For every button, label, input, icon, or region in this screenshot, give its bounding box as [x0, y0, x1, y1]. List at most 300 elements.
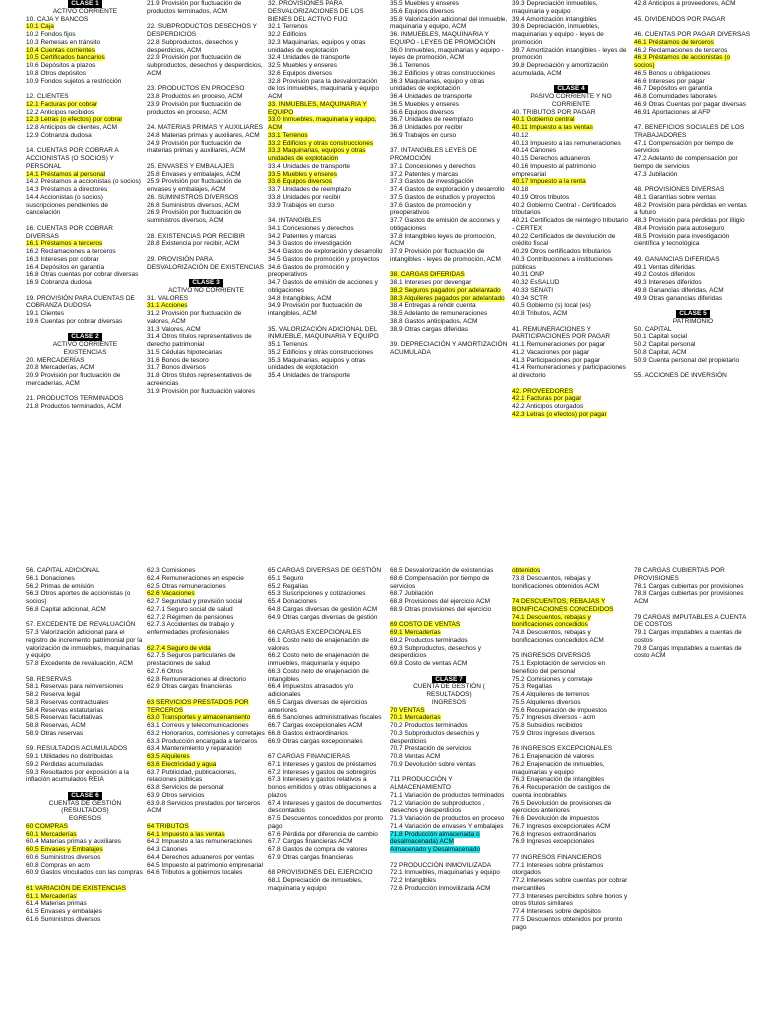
- account-line: [268, 753, 386, 761]
- account-text: 40.22 Certificados de devolución de crédito fiscal: [512, 232, 616, 248]
- account-text: 71.2 Variación de subproductos , desechos y desperdicios: [390, 799, 485, 815]
- account-line: [390, 326, 508, 334]
- account-text: 63.2 Honorarios, comisiones y corretajes: [147, 729, 265, 737]
- account-text: 21.8 Productos terminados, ACM: [26, 403, 122, 410]
- account-line: [390, 823, 508, 831]
- cyan-highlighted-account-line: [390, 846, 508, 854]
- account-text: 38. CARGAS DIFERIDAS: [390, 271, 465, 279]
- account-text: 75.1 Explotación de servicios en beneficio del personal: [512, 660, 606, 675]
- account-text: 38.1 Intereses por devengar: [390, 279, 472, 286]
- account-line: [26, 722, 144, 730]
- account-line: [390, 606, 508, 614]
- account-text: 74 DESCUENTOS, REBAJAS Y BONIFICACIONES CONCEDIDOS: [512, 598, 614, 613]
- account-line: [268, 761, 386, 769]
- account-line: [147, 233, 265, 241]
- account-text: 38.2 Seguros pagados por adelantado: [390, 286, 501, 294]
- account-line: [390, 722, 508, 730]
- account-line: [634, 70, 752, 78]
- account-line: [26, 745, 144, 753]
- account-text: 35. VALORIZACIÓN ADICIONAL DEL INMUEBLE, MAQUINARIA Y EQUIPO: [268, 325, 379, 341]
- account-line: [512, 831, 630, 839]
- account-text: 66.7 Cargas excepcionales ACM: [268, 722, 363, 729]
- account-text: 41.3 Participaciones por pagar: [512, 356, 601, 364]
- account-text: 61.4 Materias primas: [26, 900, 87, 908]
- account-line: [268, 264, 386, 280]
- account-line: [512, 745, 630, 753]
- account-text: 36.1 Terrenos: [390, 62, 430, 69]
- account-text: 79.8 Cargas imputables a cuentas de costo ACM: [634, 644, 742, 660]
- account-line: [634, 93, 752, 101]
- account-line: [390, 0, 508, 8]
- account-line: [512, 854, 630, 862]
- account-text: 60.9 Gastos vinculados con las compras: [26, 869, 143, 877]
- account-text: 64.9 Otras cargas diversas de gestión: [268, 613, 378, 621]
- account-line: [390, 16, 508, 32]
- block-gap: [634, 178, 752, 186]
- block-gap: [512, 78, 630, 86]
- account-line: [268, 838, 386, 846]
- account-line: [512, 753, 630, 761]
- account-line: [512, 93, 630, 109]
- highlighted-account-line: [26, 116, 144, 124]
- account-text: 34. INTANGIBLES: [268, 217, 322, 224]
- account-line: [634, 47, 752, 55]
- account-line: [512, 0, 630, 16]
- account-text: 46.91 Aportaciones al AFP: [634, 108, 711, 116]
- account-line: [512, 652, 630, 660]
- account-text: 12.1 Facturas por cobrar: [26, 100, 98, 108]
- account-text: EGRESOS: [68, 815, 102, 822]
- account-line: [26, 815, 144, 823]
- account-line: [147, 326, 265, 334]
- account-line: [147, 124, 265, 132]
- account-line: [512, 699, 630, 707]
- block-gap: [26, 140, 144, 148]
- account-text: 37.2 Patentes y marcas: [390, 170, 459, 178]
- account-text: 68.5 Desvalorización de existencias: [390, 567, 494, 574]
- account-text: 38.8 Gastos anticipados, ACM: [390, 317, 478, 325]
- account-line: [390, 815, 508, 823]
- account-text: 40.32 EsSALUD: [512, 279, 560, 286]
- highlighted-account-line: [390, 714, 508, 722]
- account-line: [634, 333, 752, 341]
- account-text: 71.4 Variación de envases Y embalajes: [390, 822, 504, 830]
- block-gap: [512, 738, 630, 746]
- account-text: 40.29 Otros certificados tributarios: [512, 248, 611, 255]
- account-text: 79 CARGAS IMPUTABLES A CUENTA DE COSTOS: [634, 613, 747, 629]
- block-gap: [26, 326, 144, 334]
- account-line: [268, 256, 386, 264]
- account-text: 40.33 SENATI: [512, 286, 554, 294]
- account-text: 38.9 Otras cargas diferidas: [390, 325, 469, 333]
- account-text: 58.5 Reservas facultativas: [26, 714, 103, 722]
- account-text: 48.3 Provisión para pérdidas por litigio: [634, 217, 745, 224]
- account-text: 40.11 Impuesto a las ventas: [512, 124, 593, 131]
- account-line: [634, 318, 752, 326]
- highlighted-account-line: [147, 699, 265, 715]
- account-text: 64.2 Impuesto a las remuneraciones: [147, 838, 253, 846]
- block-gap: [26, 85, 144, 93]
- account-line: [26, 676, 144, 684]
- account-line: [390, 194, 508, 202]
- account-line: [26, 730, 144, 738]
- account-text: 62.7.5 Seguros particulares de prestaciones de salud: [147, 652, 236, 667]
- block-gap: [147, 16, 265, 24]
- account-text: 35.2 Edificios y otras construcciones: [268, 348, 374, 356]
- account-text: 70.8 Ventas ACM: [390, 753, 441, 760]
- account-line: [512, 47, 630, 63]
- account-line: [390, 637, 508, 645]
- account-text: 67.7 Cargas financieras ACM: [268, 838, 353, 846]
- account-text: 34.8 Intangibles, ACM: [268, 294, 332, 302]
- account-line: [512, 730, 630, 738]
- account-line: [512, 194, 630, 202]
- account-text: 19.1 Clientes: [26, 310, 64, 317]
- class-heading-label: CLASE 6: [68, 792, 101, 800]
- block-gap: [147, 815, 265, 823]
- account-line: [26, 264, 144, 272]
- account-text: 36.8 Unidades por recibir: [390, 124, 463, 131]
- account-line: [512, 908, 630, 916]
- account-text: 78.1 Cargas cubiertas por provisiones: [634, 582, 744, 590]
- account-line: [26, 39, 144, 47]
- account-text: 42.1 Facturas por pagar: [512, 395, 582, 403]
- account-text: 23.9 Provisión por fluctuación de productos en proceso, ACM: [147, 100, 242, 116]
- account-text: 37.7 Gastos de emisión de acciones y obligaciones: [390, 217, 500, 232]
- account-line: [512, 722, 630, 730]
- account-line: [512, 248, 630, 256]
- account-text: 60.1 Mercaderías: [26, 830, 77, 838]
- account-line: [390, 186, 508, 194]
- account-line: [268, 614, 386, 622]
- account-text: 76.8 Ingresos extraordinarios: [512, 830, 597, 838]
- account-text: 68.1 Depreciación de inmuebles, maquinaria y equipo: [268, 877, 363, 892]
- account-text: 66.9 Otras cargas excepcionales: [268, 737, 363, 745]
- text-column: [147, 565, 265, 877]
- account-text: 40.19 Otros tributos: [512, 193, 570, 201]
- account-text: 36.3 Maquinarias, equipo y otras unidades de explotación: [390, 77, 485, 93]
- account-text: 35.3 Maquinarias, equipos y otras unidades de explotación: [268, 356, 366, 372]
- account-line: [26, 395, 144, 403]
- block-gap: [26, 877, 144, 885]
- account-line: [26, 109, 144, 117]
- account-text: 75.9 Otros ingresos diversos: [512, 729, 595, 737]
- account-line: [268, 341, 386, 349]
- account-text: 36.9 Trabajos en curso: [390, 131, 457, 139]
- highlighted-account-line: [512, 178, 630, 186]
- account-line: [390, 699, 508, 707]
- block-gap: [147, 225, 265, 233]
- account-text: 41. REMUNERACIONES Y PARTICIPACIONES POR PAGAR: [512, 325, 611, 341]
- account-text: 50.1 Capital social: [634, 333, 688, 341]
- highlighted-account-line: [512, 116, 630, 124]
- account-text: 32.8 Provisión para la desvalorización de los inmuebles, maquinaria y equipo ACM: [268, 77, 379, 100]
- account-text: 71.8 Producción almacenada o desalmacenada) ACM: [390, 830, 480, 846]
- account-line: [512, 132, 630, 140]
- account-text: 33. INMUEBLES, MAQUINARIA Y EQUIPO: [268, 100, 367, 116]
- account-text: 48.5 Provisión para investigación científica y tecnológica: [634, 232, 730, 248]
- account-text: 65.1 Seguro: [268, 574, 304, 582]
- account-text: 46.1 Préstamos de terceros: [634, 38, 714, 46]
- account-line: [390, 730, 508, 746]
- class-heading: [26, 0, 144, 8]
- account-line: [26, 62, 144, 70]
- account-line: [390, 109, 508, 117]
- account-line: [634, 217, 752, 225]
- account-line: [26, 590, 144, 606]
- account-text: INGRESOS: [431, 698, 467, 706]
- block-gap: [26, 668, 144, 676]
- highlighted-account-line: [268, 116, 386, 132]
- account-line: [147, 178, 265, 194]
- highlighted-account-line: [512, 124, 630, 132]
- account-line: [512, 838, 630, 846]
- account-line: [390, 116, 508, 124]
- account-line: [268, 248, 386, 256]
- account-text: 46.3 Préstamos de accionistas (o socios): [634, 54, 731, 69]
- account-text: 75.6 Recuperación de impuestos: [512, 706, 608, 714]
- account-line: [390, 233, 508, 249]
- account-text: 76.4 Recuperación de castigos de cuenta incobrables: [512, 784, 611, 799]
- account-text: 31.7 Bonos diversos: [147, 364, 206, 372]
- account-line: [147, 598, 265, 606]
- account-line: [512, 349, 630, 357]
- account-line: [268, 575, 386, 583]
- block-gap: [512, 380, 630, 388]
- account-line: [147, 23, 265, 39]
- highlighted-account-line: [26, 54, 144, 62]
- account-line: [512, 691, 630, 699]
- account-text: 76.1 Enajenación de valores: [512, 753, 595, 760]
- account-text: 19. PROVISIÓN PARA CUENTAS DE COBRANZA DUDOSA: [26, 294, 135, 310]
- account-line: [512, 776, 630, 784]
- account-text: 69.3 Subproductos, desechos y desperdicios: [390, 644, 482, 660]
- account-text: 47.3 Jubilación: [634, 170, 678, 178]
- account-line: [390, 124, 508, 132]
- account-line: [634, 349, 752, 357]
- text-column: [268, 565, 386, 893]
- account-line: [26, 295, 144, 311]
- account-line: [512, 295, 630, 303]
- class-heading-label: CLASE 1: [68, 0, 101, 8]
- account-line: [390, 753, 508, 761]
- account-line: [26, 900, 144, 908]
- account-line: [634, 0, 752, 8]
- account-line: [390, 745, 508, 753]
- account-text: 12.9 Cobranza dudosa: [26, 131, 92, 139]
- account-text: 36. INMUEBLES, MAQUINARIA Y EQUIPO - LEYES DE PROMOCIÓN: [390, 31, 496, 46]
- account-text: 20.9 Provisión por fluctuación de mercaderías, ACM: [26, 372, 121, 387]
- account-line: [147, 209, 265, 225]
- account-line: [512, 16, 630, 24]
- account-text: 63.7 Publicidad, publicaciones, relaciones públicas: [147, 768, 237, 784]
- account-line: [390, 800, 508, 816]
- highlighted-account-line: [390, 629, 508, 637]
- highlighted-account-line: [26, 823, 144, 831]
- account-line: [634, 341, 752, 349]
- account-line: [512, 233, 630, 249]
- account-text: 32. PROVISIONES PARA DESVALORIZACIONES DE LOS BIENES DEL ACTIVO FIJO: [268, 0, 364, 23]
- account-text: 49. GANANCIAS DIFERIDAS: [634, 255, 720, 263]
- account-text: 40.8 Tributos, ACM: [512, 310, 568, 317]
- account-text: 14.2 Préstamos a accionistas (o socios): [26, 178, 141, 186]
- text-column: [26, 565, 144, 924]
- account-text: 75.8 Subsidios recibidos: [512, 722, 583, 729]
- account-line: [26, 8, 144, 16]
- account-text: 62.7.1 Seguro social de salud: [147, 605, 233, 613]
- block-gap: [147, 155, 265, 163]
- class-heading: [634, 310, 752, 318]
- account-text: 31.6 Bonos de tesoro: [147, 356, 209, 364]
- account-line: [512, 784, 630, 800]
- account-text: 22. SUBPRODUCTOS DESECHOS Y DESPERDICIOS: [147, 23, 257, 38]
- account-text: 32.1 Terrenos: [268, 23, 308, 31]
- block-gap: [147, 78, 265, 86]
- account-line: [634, 614, 752, 630]
- account-text: 55. ACCIONES DE INVERSIÓN: [634, 372, 727, 379]
- account-text: 59.2 Pérdidas acumuladas: [26, 760, 103, 768]
- account-line: [512, 279, 630, 287]
- account-line: [147, 683, 265, 691]
- account-text: 31.3 Valores, ACM: [147, 325, 201, 333]
- class-heading: [26, 792, 144, 800]
- account-text: 76.6 Devolución de impuestos: [512, 815, 600, 822]
- account-line: [26, 279, 144, 287]
- account-text: ACTIVO CORRIENTE: [52, 7, 118, 15]
- account-text: 20.8 Mercaderías, ACM: [26, 364, 95, 372]
- highlighted-account-line: [512, 598, 630, 614]
- account-text: 63.0 Transportes y almacenamiento: [147, 714, 251, 722]
- account-text: 49.3 Intereses diferidos: [634, 279, 702, 286]
- account-text: 39. DEPRECIACIÓN Y AMORTIZACIÓN ACUMULADA: [390, 341, 508, 356]
- block-gap: [268, 209, 386, 217]
- account-line: [26, 93, 144, 101]
- account-text: 74.1 Descuentos, rebajas y bonificaciones concedidos: [512, 613, 591, 629]
- account-line: [390, 78, 508, 94]
- account-line: [512, 575, 630, 591]
- highlighted-account-line: [512, 614, 630, 630]
- account-text: 33.3 Maquinarias, equipos y otras unidades de explotación: [268, 147, 366, 162]
- account-line: [268, 194, 386, 202]
- account-text: 60.5 Envases y Embalajes: [26, 846, 103, 853]
- account-line: [268, 62, 386, 70]
- account-text: 36.6 Equipos diversos: [390, 108, 454, 116]
- account-line: [390, 683, 508, 691]
- account-line: [634, 629, 752, 645]
- account-line: [147, 862, 265, 870]
- account-text: 35.5 Muebles y enseres: [390, 0, 460, 7]
- block-gap: [634, 23, 752, 31]
- account-line: [268, 730, 386, 738]
- account-line: [26, 583, 144, 591]
- account-text: 40.2 Gobierno Central - Certificados tributarios: [512, 201, 617, 217]
- account-line: [147, 0, 265, 16]
- account-line: [147, 349, 265, 357]
- account-text: 67.8 Gastos de compra de valores: [268, 846, 368, 853]
- account-text: 48.4 Provisión para autoseguro: [634, 224, 725, 232]
- account-line: [512, 163, 630, 179]
- account-line: [147, 140, 265, 156]
- account-line: [268, 349, 386, 357]
- highlighted-account-line: [512, 395, 630, 403]
- block-gap: [147, 637, 265, 645]
- account-text: 68.9 Otras provisiones del ejercicio: [390, 605, 492, 613]
- account-line: [268, 590, 386, 598]
- text-column: [390, 0, 508, 357]
- account-line: [268, 240, 386, 248]
- block-gap: [268, 862, 386, 870]
- account-text: 16.9 Cobranza dudosa: [26, 279, 92, 286]
- account-line: [390, 70, 508, 78]
- block-gap: [634, 364, 752, 372]
- account-line: [26, 318, 144, 326]
- account-text: 74.8 Descuentos, rebajas y bonificaciones concedidos ACM: [512, 629, 604, 644]
- account-text: 56.8 Capital adicional, ACM: [26, 605, 106, 613]
- account-line: [634, 109, 752, 117]
- account-line: [26, 310, 144, 318]
- account-text: 64.3 Cánones: [147, 846, 188, 853]
- account-line: [26, 916, 144, 924]
- account-text: 58.3 Reservas contractuales: [26, 698, 109, 706]
- account-text: 67.4 Intereses y gastos de documentos descontados: [268, 799, 382, 815]
- account-line: [268, 70, 386, 78]
- account-line: [26, 372, 144, 388]
- account-line: [26, 761, 144, 769]
- account-text: 10.9 Fondos sujetos a restricción: [26, 77, 122, 85]
- account-line: [268, 233, 386, 241]
- account-line: [26, 854, 144, 862]
- account-line: [268, 738, 386, 746]
- account-line: [268, 815, 386, 831]
- account-text: 711 PRODUCCIÓN Y ALMACENAMIENTO: [390, 776, 453, 791]
- text-column: [390, 565, 508, 893]
- account-text: 60 COMPRAS: [26, 822, 68, 830]
- account-text: 10. CAJA Y BANCOS: [26, 15, 89, 23]
- account-line: [147, 676, 265, 684]
- account-text: 65.2 Regalías: [268, 582, 309, 590]
- account-text: 62.7.6 Otros: [147, 667, 183, 675]
- account-text: 16.2 Reclamaciones a terceros: [26, 248, 116, 255]
- account-text: 12.3 Letras (o efectos) por cobrar: [26, 116, 123, 124]
- account-text: 67.1 Intereses y gastos de préstamos: [268, 760, 377, 768]
- account-line: [26, 78, 144, 86]
- account-text: 16.4 Depósitos en garantía: [26, 263, 105, 271]
- account-text: 62.7 Seguridad y previsión social: [147, 598, 243, 605]
- account-line: [512, 823, 630, 831]
- account-text: 50.8 Capital, ACM: [634, 348, 687, 356]
- account-line: [634, 101, 752, 109]
- account-text: 33.9 Trabajos en curso: [268, 201, 335, 209]
- account-text: 10.1 Caja: [26, 23, 54, 31]
- account-text: 10.6 Depósitos a plazos: [26, 62, 96, 69]
- account-line: [268, 776, 386, 799]
- account-line: [26, 248, 144, 256]
- highlighted-account-line: [26, 171, 144, 179]
- account-text: PASIVO CORRIENTE Y NO CORRIENTE: [530, 93, 612, 108]
- highlighted-account-line: [390, 271, 508, 279]
- account-line: [147, 240, 265, 248]
- account-text: 41.4 Remuneraciones y participaciones al directorio: [512, 364, 626, 379]
- highlighted-account-line: [634, 39, 752, 47]
- account-text: 66.4 Impuestos atrasados y/o adicionales: [268, 683, 354, 698]
- account-text: 10.5 Certificados bancarios: [26, 54, 105, 62]
- account-text: 33.6 Equipos diversos: [268, 178, 332, 186]
- account-line: [390, 341, 508, 357]
- account-line: [147, 745, 265, 753]
- account-line: [634, 78, 752, 86]
- account-text: 67.9 Otras cargas financieras: [268, 853, 353, 861]
- account-line: [512, 761, 630, 777]
